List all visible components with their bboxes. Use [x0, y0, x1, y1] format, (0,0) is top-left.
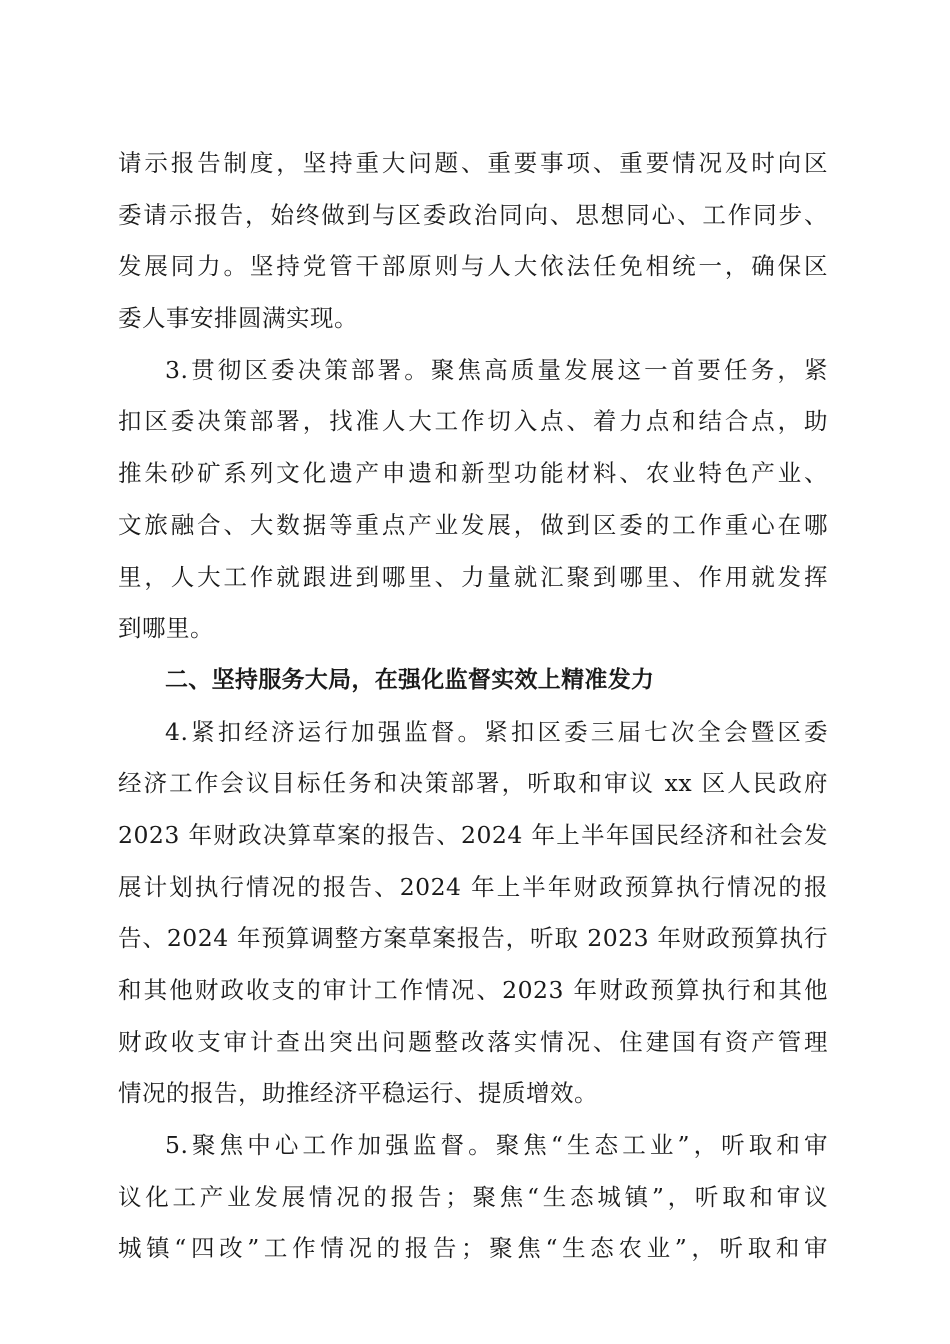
text-line: 里，人大工作就跟进到哪里、力量就汇聚到哪里、作用就发挥 [118, 562, 828, 591]
text-line: 财政收支审计查出突出问题整改落实情况、住建国有资产管理 [118, 1027, 828, 1056]
text-line: 推朱砂矿系列文化遗产申遗和新型功能材料、农业特色产业、 [118, 459, 828, 488]
text-line: 5.聚焦中心工作加强监督。聚焦“生态工业”，听取和审 [165, 1131, 828, 1160]
section-heading: 二、坚持服务大局，在强化监督实效上精准发力 [165, 666, 655, 693]
text-line: 到哪里。 [118, 614, 214, 643]
paragraph-item-5 [118, 1120, 828, 1275]
text-line: 经济工作会议目标任务和决策部署，听取和审议 xx 区人民政府 [118, 769, 828, 798]
text-line: 展计划执行情况的报告、2024 年上半年财政预算执行情况的报 [118, 872, 828, 901]
text-line: 告、2024 年预算调整方案草案报告，听取 2023 年财政预算执行 [118, 924, 828, 953]
text-line: 议化工产业发展情况的报告；聚焦“生态城镇”，听取和审议 [118, 1182, 828, 1211]
text-line: 请示报告制度，坚持重大问题、重要事项、重要情况及时向区 [118, 149, 828, 177]
paragraph-item-3 [118, 345, 828, 655]
paragraph-reporting-system [118, 138, 828, 345]
text-line: 城镇“四改”工作情况的报告；聚焦“生态农业”，听取和审 [118, 1234, 828, 1263]
text-line: 4.紧扣经济运行加强监督。紧扣区委三届七次全会暨区委 [165, 717, 828, 746]
paragraph-item-4 [118, 707, 828, 1121]
document-body [118, 138, 828, 1275]
text-line: 3.贯彻区委决策部署。聚焦高质量发展这一首要任务，紧 [165, 355, 828, 384]
text-line: 和其他财政收支的审计工作情况、2023 年财政预算执行和其他 [118, 976, 828, 1004]
text-line: 情况的报告，助推经济平稳运行、提质增效。 [118, 1079, 598, 1108]
text-line: 扣区委决策部署，找准人大工作切入点、着力点和结合点，助 [118, 407, 828, 436]
text-line: 文旅融合、大数据等重点产业发展，做到区委的工作重心在哪 [118, 510, 828, 539]
text-line: 2023 年财政决算草案的报告、2024 年上半年国民经济和社会发 [118, 820, 828, 849]
text-line: 发展同力。坚持党管干部原则与人大依法任免相统一，确保区 [118, 252, 828, 281]
text-line: 委人事安排圆满实现。 [118, 304, 358, 333]
text-line: 委请示报告，始终做到与区委政治同向、思想同心、工作同步、 [118, 200, 828, 229]
